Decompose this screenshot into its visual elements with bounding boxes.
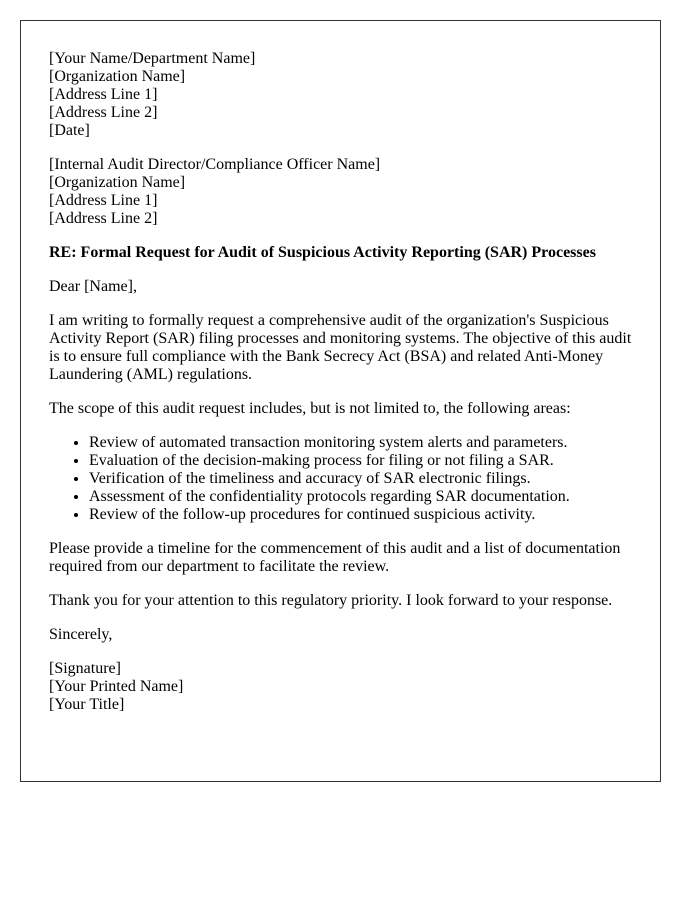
closing: Sincerely, (49, 626, 113, 643)
body-paragraph-1: I am writing to formally request a comprehensive audit of the organization's Suspicious Activity Report (SAR) filing processes and monitoring systems. The objective of this audit is to ensure full compliance with the Bank Secrecy Act (BSA) and related Anti-Money Laundering (AML) regulations. (49, 312, 632, 383)
signature: [Signature] (49, 660, 121, 677)
letter-page (20, 20, 661, 782)
scope-list (49, 434, 632, 524)
letter-date: [Date] (49, 122, 90, 139)
list-item: • Verification of the timeliness and accuracy of SAR electronic filings. (89, 470, 632, 488)
recipient-address-1: [Address Line 1] (49, 192, 158, 209)
title: [Your Title] (49, 696, 125, 713)
body-paragraph-4: Thank you for your attention to this regulatory priority. I look forward to your response. (49, 592, 613, 609)
recipient-organization: [Organization Name] (49, 174, 186, 191)
list-item: • Assessment of the confidentiality protocols regarding SAR documentation. (89, 488, 632, 506)
signature-block (49, 660, 632, 714)
list-item: • Review of automated transaction monitoring system alerts and parameters. (89, 434, 632, 452)
body-paragraph-3: Please provide a timeline for the commencement of this audit and a list of documentation required from our department to facilitate the review. (49, 540, 621, 575)
list-item: • Evaluation of the decision-making process for filing or not filing a SAR. (89, 452, 632, 470)
recipient-name: [Internal Audit Director/Compliance Officer Name] (49, 156, 381, 173)
sender-organization: [Organization Name] (49, 68, 186, 85)
sender-address-2: [Address Line 2] (49, 104, 158, 121)
list-item: • Review of the follow-up procedures for continued suspicious activity. (89, 506, 632, 524)
printed-name: [Your Printed Name] (49, 678, 184, 695)
recipient-address-2: [Address Line 2] (49, 210, 158, 227)
salutation: Dear [Name], (49, 278, 137, 295)
sender-name: [Your Name/Department Name] (49, 50, 256, 67)
body-paragraph-2: The scope of this audit request includes, but is not limited to, the following areas: (49, 400, 571, 417)
recipient-block (49, 156, 632, 228)
sender-address-1: [Address Line 1] (49, 86, 158, 103)
subject-line: RE: Formal Request for Audit of Suspicious Activity Reporting (SAR) Processes (49, 244, 596, 261)
sender-block (49, 50, 632, 140)
